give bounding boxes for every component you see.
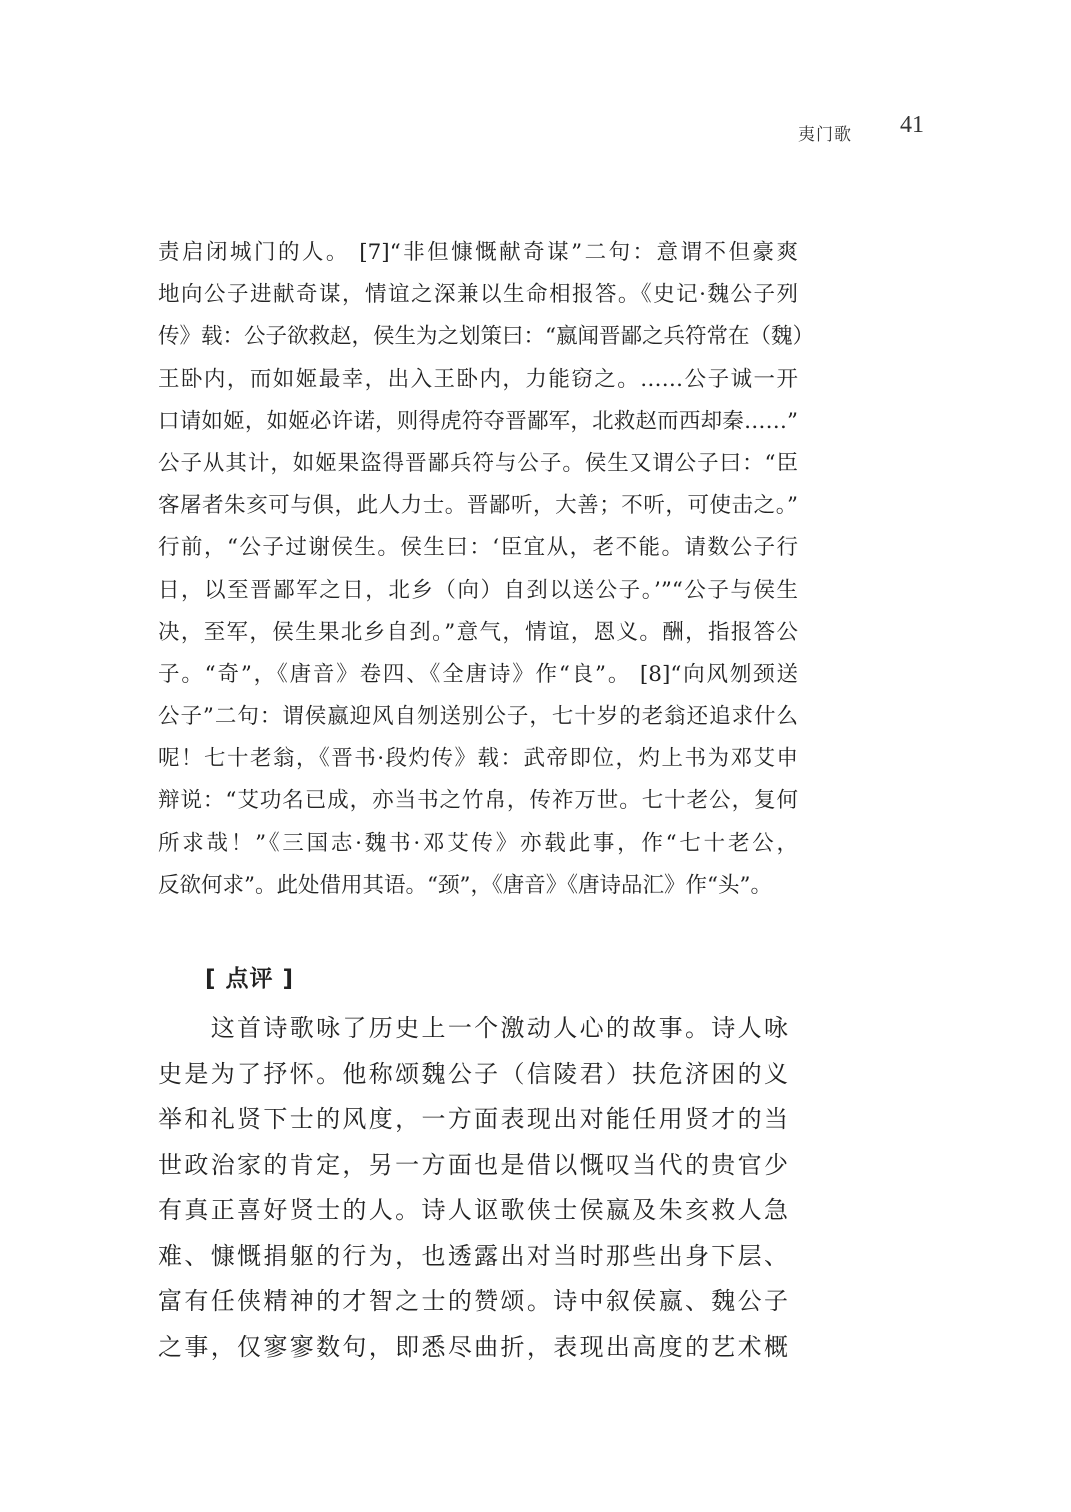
note-line: 所求哉！”《三国志·魏书·邓艾传》亦载此事，作“七十老公， xyxy=(158,830,798,856)
note-line: 口请如姬，如姬必许诺，则得虎符夺晋鄙军，北救赵而西却秦……” xyxy=(158,408,798,434)
note-line: 决，至军，侯生果北乡自刭。”意气，情谊，恩义。酬，指报答公 xyxy=(158,619,798,645)
note-line: 客屠者朱亥可与俱，此人力士。晋鄙听，大善；不听，可使击之。” xyxy=(158,493,798,519)
annotation-notes xyxy=(158,232,814,907)
note-line: 日，以至晋鄙军之日，北乡（向）自刭以送公子。’”“公子与侯生 xyxy=(158,577,798,603)
review-line: 有真正喜好贤士的人。诗人讴歌侠士侯嬴及朱亥救人急 xyxy=(158,1196,788,1224)
note-line: 责启闭城门的人。 [7]“非但慷慨献奇谋”二句：意谓不但豪爽 xyxy=(158,240,798,265)
note-line: 子。“奇”，《唐音》卷四、《全唐诗》作“良”。 [8]“向风刎颈送 xyxy=(158,661,798,687)
review-line: 举和礼贤下士的风度，一方面表现出对能任用贤才的当 xyxy=(158,1105,788,1133)
review-section xyxy=(158,1006,788,1370)
note-line: 地向公子进献奇谋，情谊之深兼以生命相报答。《史记·魏公子列 xyxy=(158,282,798,308)
note-line: 公子从其计，如姬果盗得晋鄙兵符与公子。侯生又谓公子曰：“臣 xyxy=(158,450,798,476)
review-line: 这首诗歌咏了历史上一个激动人心的故事。诗人咏 xyxy=(158,1014,788,1042)
review-line: 之事，仅寥寥数句，即悉尽曲折，表现出高度的艺术概 xyxy=(158,1332,788,1361)
review-heading: [ 点评 ] xyxy=(205,966,295,992)
review-line: 世政治家的肯定，另一方面也是借以慨叹当代的贵官少 xyxy=(158,1150,788,1179)
note-line: 呢！七十老翁，《晋书·段灼传》载：武帝即位，灼上书为邓艾申 xyxy=(158,746,798,772)
note-line: 传》载：公子欲救赵，侯生为之划策曰：“嬴闻晋鄙之兵符常在（魏） xyxy=(158,324,814,350)
note-line: 行前，“公子过谢侯生。侯生曰：‘臣宜从，老不能。请数公子行 xyxy=(158,535,798,561)
running-title: 夷门歌 xyxy=(798,125,852,145)
page-number: 41 xyxy=(900,112,924,138)
page-header xyxy=(0,110,1071,150)
note-line: 反欲何求”。此处借用其语。“颈”，《唐音》《唐诗品汇》作“头”。 xyxy=(158,872,772,898)
note-line: 王卧内，而如姬最幸，出入王卧内，力能窃之。……公子诚一开 xyxy=(158,366,798,392)
note-line: 公子”二句：谓侯嬴迎风自刎送别公子，七十岁的老翁还追求什么 xyxy=(158,704,798,730)
note-line: 辩说：“艾功名已成，亦当书之竹帛，传祚万世。七十老公，复何 xyxy=(158,788,798,814)
review-line: 富有任侠精神的才智之士的赞颂。诗中叙侯嬴、魏公子 xyxy=(158,1287,788,1315)
review-line: 史是为了抒怀。他称颂魏公子（信陵君）扶危济困的义 xyxy=(158,1059,788,1088)
review-line: 难、慷慨捐躯的行为，也透露出对当时那些出身下层、 xyxy=(158,1241,788,1270)
